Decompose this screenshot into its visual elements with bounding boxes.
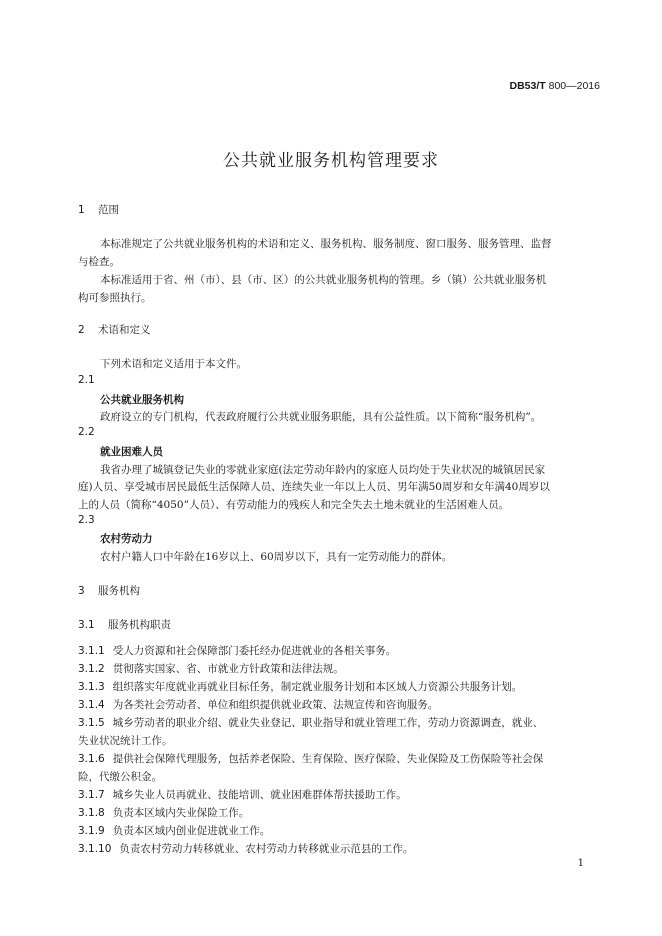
paragraph: 本标准适用于省、州（市）、县（市、区）的公共就业服务机构的管理。乡（镇）公共就业服务机: [100, 274, 547, 286]
term-number: 2.1: [78, 374, 95, 386]
clause: [78, 841, 413, 856]
clause-text: 贯彻落实国家、省、市就业方针政策和法律法规。: [112, 663, 344, 675]
term-number: 2.3: [78, 514, 95, 526]
clause-number: 3.1.5: [78, 717, 105, 729]
section-3-heading: [78, 583, 140, 598]
clause: [78, 715, 543, 730]
standard-prefix: DB53/T: [509, 80, 546, 92]
term-definition: 我省办理了城镇登记失业的零就业家庭(法定劳动年龄内的家庭人员均处于失业状况的城镇居民家: [100, 464, 546, 476]
section-number: 3: [78, 585, 85, 597]
clause: [78, 805, 249, 820]
standard-code: [510, 80, 601, 92]
paragraph-continuation: 构可参照执行。: [78, 292, 152, 304]
section-1-heading: [78, 202, 119, 217]
section-number: 1: [78, 204, 85, 216]
clause-continuation: 险，代缴公积金。: [78, 771, 162, 783]
clause-text: 组织落实年度就业再就业目标任务，制定就业服务计划和本区域人力资源公共服务计划。: [112, 681, 523, 693]
standard-number: 800—2016: [548, 80, 600, 92]
term-definition: 政府设立的专门机构，代表政府履行公共就业服务职能，具有公益性质。以下简称“服务机构”。: [100, 411, 542, 423]
clause-number: 3.1.4: [78, 699, 105, 711]
clause-text: 为各类社会劳动者、单位和组织提供就业政策、法规宣传和咨询服务。: [112, 699, 439, 711]
section-title: 范围: [98, 204, 119, 216]
section-number: 2: [78, 324, 85, 336]
term-definition-continuation: 上的人员（简称“4050”人员）、有劳动能力的残疾人和完全失去土地未就业的生活困难人员。: [78, 499, 510, 511]
term-number: 2.2: [78, 426, 95, 438]
clause: [78, 643, 396, 658]
clause-text: 负责本区域内失业保险工作。: [112, 807, 250, 819]
clause: [78, 697, 438, 712]
clause-text: 负责本区域内创业促进就业工作。: [112, 825, 271, 837]
clause-text: 提供社会保障代理服务，包括养老保险、生育保险、医疗保险、失业保险及工伤保险等社会保: [112, 753, 544, 765]
page-number: 1: [577, 858, 584, 869]
subsection-number: 3.1: [78, 619, 95, 631]
subsection-title: 服务机构职责: [108, 619, 171, 631]
term-name: 公共就业服务机构: [100, 394, 184, 406]
clause: [78, 823, 270, 838]
paragraph: 本标准规定了公共就业服务机构的术语和定义、服务机构、服务制度、窗口服务、服务管理、监督: [100, 238, 552, 250]
term-name: 农村劳动力: [100, 533, 153, 545]
clause-number: 3.1.6: [78, 753, 105, 765]
clause-number: 3.1.7: [78, 789, 105, 801]
paragraph: 下列术语和定义适用于本文件。: [100, 358, 247, 370]
clause-number: 3.1.3: [78, 681, 105, 693]
clause-text: 城乡劳动者的职业介绍、就业失业登记、职业指导和就业管理工作，劳动力资源调查，就业、: [112, 717, 544, 729]
section-title: 术语和定义: [98, 324, 151, 336]
paragraph-continuation: 与检查。: [78, 256, 120, 268]
clause-number: 3.1.8: [78, 807, 105, 819]
term-definition: 农村户籍人口中年龄在16岁以上、60周岁以下，具有一定劳动能力的群体。: [100, 551, 453, 563]
clause-number: 3.1.2: [78, 663, 105, 675]
section-2-heading: [78, 322, 151, 337]
clause: [78, 679, 522, 694]
section-title: 服务机构: [98, 585, 140, 597]
clause-number: 3.1.10: [78, 843, 112, 855]
clause-text: 负责农村劳动力转移就业、农村劳动力转移就业示范县的工作。: [119, 843, 414, 855]
clause-number: 3.1.1: [78, 645, 105, 657]
clause-continuation: 失业状况统计工作。: [78, 735, 173, 747]
clause: [78, 751, 543, 766]
clause-text: 受人力资源和社会保障部门委托经办促进就业的各相关事务。: [112, 645, 397, 657]
subsection-heading: [78, 617, 171, 632]
clause-text: 城乡失业人员再就业、技能培训、就业困难群体帮扶援助工作。: [112, 789, 407, 801]
clause: [78, 661, 344, 676]
clause-number: 3.1.9: [78, 825, 105, 837]
term-definition-continuation: 庭)人员、享受城市居民最低生活保障人员、连续失业一年以上人员、男年满50周岁和女年满40周岁以: [78, 481, 550, 493]
clause: [78, 787, 407, 802]
term-name: 就业困难人员: [100, 446, 163, 458]
document-title: 公共就业服务机构管理要求: [223, 151, 439, 171]
